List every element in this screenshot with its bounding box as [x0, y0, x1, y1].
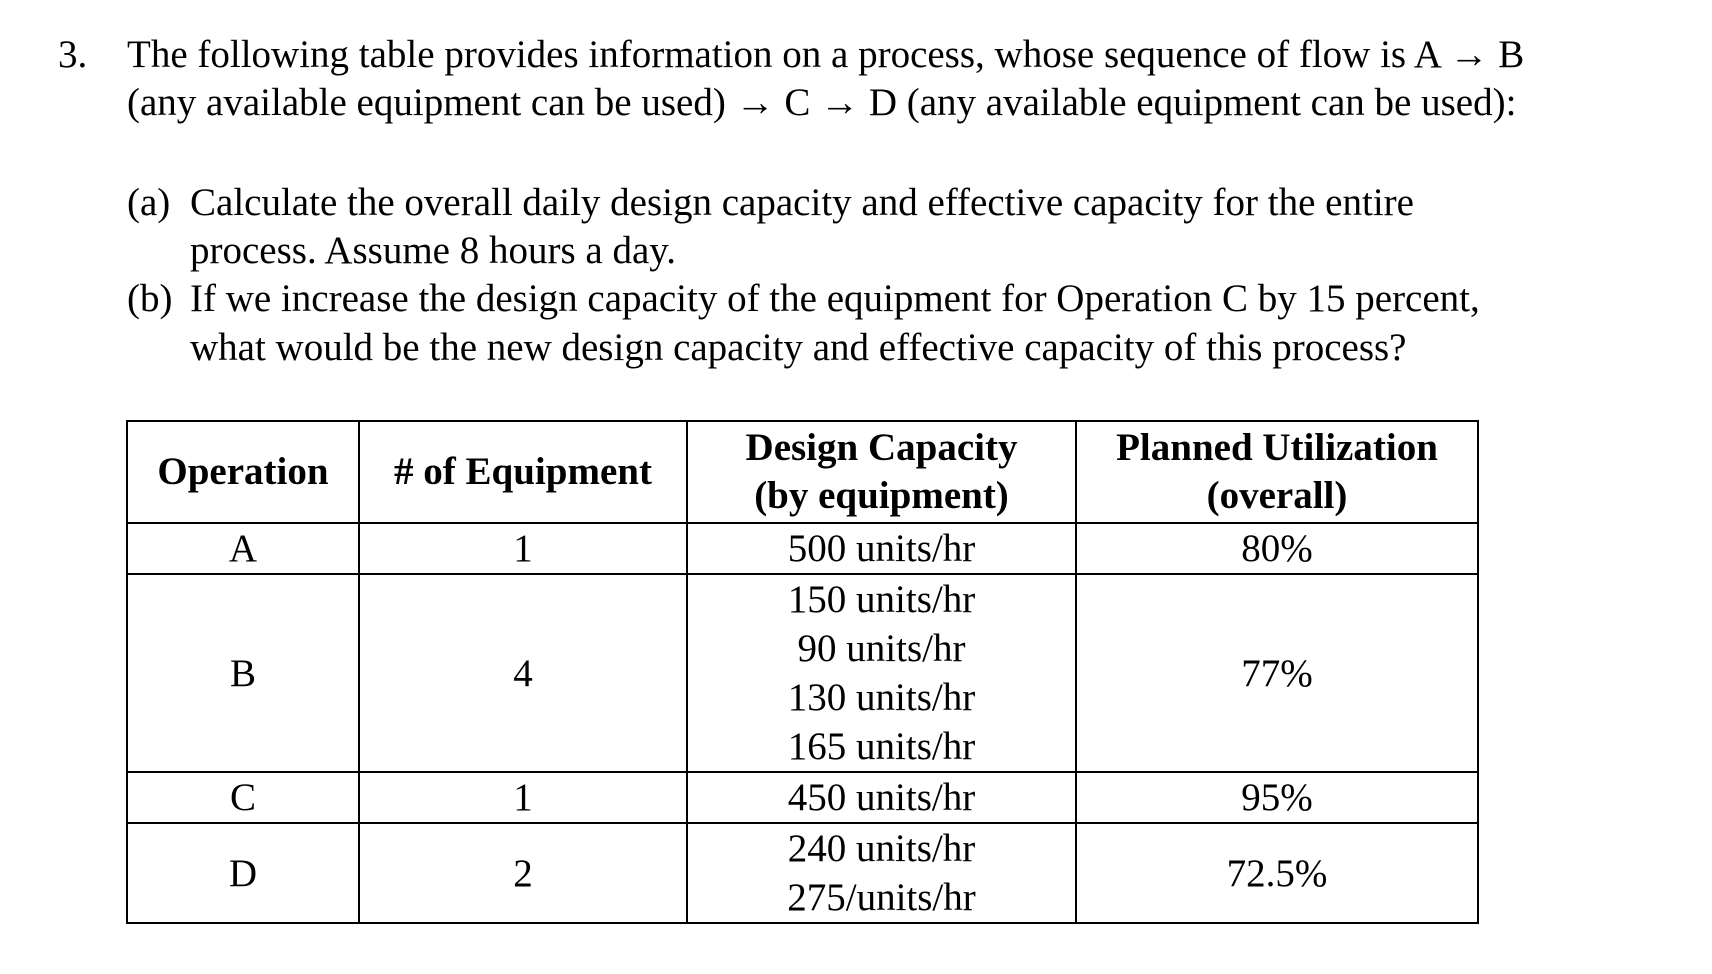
capacity-value: 240 units/hr	[787, 827, 976, 870]
header-design-capacity	[687, 421, 1076, 523]
header-equipment: # of Equipment	[359, 421, 687, 523]
capacity-value: 90 units/hr	[797, 627, 966, 670]
table-row-c	[127, 772, 1478, 823]
header-operation: Operation	[127, 421, 359, 523]
cell-operation: D	[127, 823, 359, 923]
header-planned-utilization-line-2: (overall)	[1206, 474, 1348, 517]
table-row-b	[127, 574, 1478, 772]
part-a-line-2: process. Assume 8 hours a day.	[190, 229, 676, 272]
question-number: 3.	[58, 33, 88, 76]
question-intro-line-1: The following table provides information on a process, whose sequence of flow is A → B	[127, 33, 1525, 76]
capacity-value: 150 units/hr	[787, 578, 976, 621]
cell-design-capacity	[687, 574, 1076, 772]
capacity-value: 165 units/hr	[787, 725, 976, 768]
cell-design-capacity	[687, 772, 1076, 823]
capacity-value: 275/units/hr	[787, 876, 976, 919]
capacity-value: 130 units/hr	[787, 676, 976, 719]
header-planned-utilization	[1076, 421, 1478, 523]
part-b-label: (b)	[127, 277, 173, 320]
cell-design-capacity	[687, 823, 1076, 923]
cell-utilization: 77%	[1076, 574, 1478, 772]
cell-equipment: 4	[359, 574, 687, 772]
capacity-value: 450 units/hr	[787, 776, 976, 819]
cell-utilization: 95%	[1076, 772, 1478, 823]
cell-equipment: 2	[359, 823, 687, 923]
header-design-capacity-line-1: Design Capacity	[745, 426, 1018, 469]
cell-utilization: 72.5%	[1076, 823, 1478, 923]
cell-operation: B	[127, 574, 359, 772]
cell-design-capacity	[687, 523, 1076, 574]
header-planned-utilization-line-1: Planned Utilization	[1116, 426, 1438, 469]
table-row-a	[127, 523, 1478, 574]
question-intro-line-2: (any available equipment can be used) → C → D (any available equipment can be used):	[127, 81, 1517, 124]
part-a-line-1: Calculate the overall daily design capacity and effective capacity for the entire	[190, 181, 1414, 224]
cell-equipment: 1	[359, 772, 687, 823]
table-header-row	[127, 421, 1478, 523]
part-b-line-2: what would be the new design capacity and effective capacity of this process?	[190, 326, 1407, 369]
part-b-line-1: If we increase the design capacity of the equipment for Operation C by 15 percent,	[190, 277, 1480, 320]
cell-equipment: 1	[359, 523, 687, 574]
cell-utilization: 80%	[1076, 523, 1478, 574]
cell-operation: A	[127, 523, 359, 574]
table-row-d	[127, 823, 1478, 923]
process-table	[126, 420, 1479, 924]
cell-operation: C	[127, 772, 359, 823]
capacity-value: 500 units/hr	[787, 527, 976, 570]
header-design-capacity-line-2: (by equipment)	[754, 474, 1009, 517]
part-a-label: (a)	[127, 181, 171, 224]
